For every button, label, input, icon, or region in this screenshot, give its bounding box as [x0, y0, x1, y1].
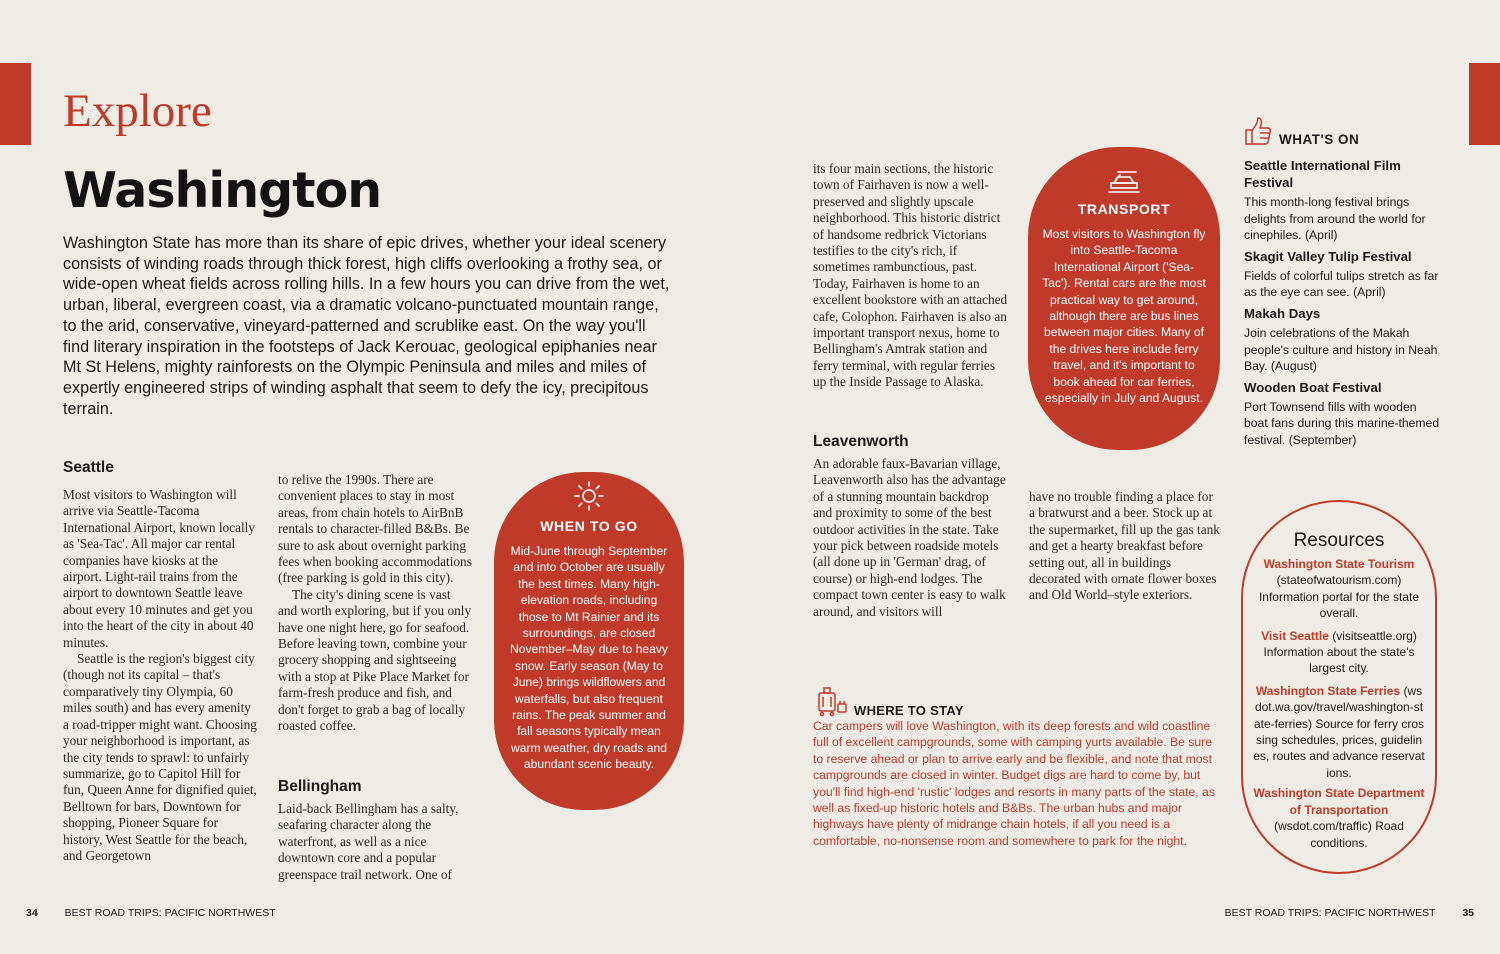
- bellingham-section: [278, 778, 472, 883]
- bellingham-continued: [813, 161, 1010, 391]
- leavenworth-paragraph-2: have no trouble finding a place for a bratwurst and a beer. Stock up at the supermarket, fill up the gas tank and get a hearty breakfast before setting out, all in buildings decorated with ornate flower boxes and Old World–style exteriors.: [1029, 489, 1220, 603]
- whats-on-item: [1244, 379, 1440, 449]
- when-to-go-box: [494, 472, 684, 810]
- left-page-tab: [0, 63, 31, 145]
- event-name: Wooden Boat Festival: [1244, 379, 1382, 395]
- event-description: This month-long festival brings delights from around the world for cinephiles. (April): [1244, 195, 1426, 243]
- footer-right: [1225, 907, 1474, 919]
- leavenworth-section: [813, 433, 1010, 620]
- resource-detail: (wsdot.wa.gov/travel/washington-state-ferries) Source for ferry crossing schedules, prices, guidelines, routes and advance reservations.: [1253, 683, 1425, 780]
- event-name: Seattle International Film Festival: [1244, 158, 1401, 190]
- resources-box: [1241, 500, 1437, 874]
- where-to-stay-title: WHERE TO STAY: [854, 703, 964, 718]
- running-title-right: BEST ROAD TRIPS: PACIFIC NORTHWEST: [1224, 907, 1436, 919]
- whats-on-item: [1244, 157, 1440, 244]
- event-name: Skagit Valley Tulip Festival: [1244, 248, 1412, 264]
- transport-body: Most visitors to Washington fly into Seattle-Tacoma International Airport ('Sea-Tac'). Rental cars are the most practical way to get around, although there are bus lines between major cities. Many of the drives here include ferry travel, and it's important to book ahead for car ferries, especially in July and August.: [1042, 227, 1206, 406]
- resource-item: [1243, 683, 1435, 781]
- transport-title: TRANSPORT: [1077, 201, 1171, 217]
- event-description: Port Townsend fills with wooden boat fans during this marine-themed festival. (September): [1244, 399, 1440, 447]
- car-icon: [1106, 169, 1142, 195]
- resource-item: [1243, 785, 1435, 851]
- bellingham-paragraph-2: its four main sections, the historic town of Fairhaven is now a well-preserved and slightly upscale neighborhood. This historic district of handsome redbrick Victorians testifies to the city's rich, if sometimes rambunctious, past. Today, Fairhaven is home to an excellent bookstore with an attached cafe, Colophon. Fairhaven is also an important transport nexus, home to Bellingham's Amtrak station and ferry terminal, with regular ferries up the Inside Passage to Alaska.: [813, 161, 1008, 390]
- bellingham-paragraph-1: Laid-back Bellingham has a salty, seafaring character along the waterfront, as well as a nice downtown core and a popular greenspace trail network. One of: [278, 801, 459, 882]
- event-name: Makah Days: [1244, 305, 1321, 321]
- whats-on-item: [1244, 305, 1440, 375]
- leavenworth-paragraph-1: An adorable faux-Bavarian village, Leavenworth also has the advantage of a stunning mountain backdrop and proximity to some of the best outdoor activities in the state. Take your pick between roadside motels (all done up in 'German' drag, of course) or high-end lodges. The compact town center is easy to walk around, and visitors will: [813, 456, 1006, 619]
- where-to-stay-header: [813, 683, 1113, 717]
- resource-name: Washington State Department of Transportation: [1253, 786, 1425, 817]
- seattle-paragraph-4: The city's dining scene is vast and worth exploring, but if you only have one night here, go for seafood. Before leaving town, combine your grocery shopping and sightseeing with a stop at Pike Place Market for farm-fresh produce and fish, and don't forget to grab a bag of locally roasted coffee.: [278, 586, 472, 734]
- when-to-go-title: WHEN TO GO: [540, 518, 638, 534]
- footer-left: [26, 907, 276, 919]
- intro-paragraph: Washington State has more than its share of epic drives, whether your ideal scenery consists of winding roads through thick forest, high cliffs overlooking a frothy sea, or wide-open wheat fields across rolling hills. In a few hours you can drive from the wet, urban, liberal, evergreen coast, via a dramatic volcano-punctuated mountain range, to the arid, conservative, vineyard-patterned and scrublike east. On the way you'll find literary inspiration in the footsteps of Jack Kerouac, geological epiphanies near Mt St Helens, mighty rainforests on the Olympic Peninsula and miles and miles of expertly engineered strips of winding asphalt that seem to defy the icy, precipitous terrain.: [63, 234, 670, 418]
- seattle-heading: Seattle: [63, 459, 114, 476]
- resource-name: Visit Seattle: [1261, 628, 1329, 643]
- whats-on-header: [1244, 117, 1444, 149]
- seattle-paragraph-3: to relive the 1990s. There are convenient places to stay in most areas, from chain hotels to AirBnB rentals to character-filled B&Bs. Be sure to ask about overnight parking fees when booking accommodations (free parking is gold in this city).: [278, 472, 472, 586]
- seattle-section: [63, 459, 259, 864]
- where-to-stay-body: Car campers will love Washington, with its deep forests and wild coastline full of excellent campgrounds, some with camping yurts available. Be sure to reserve ahead or plan to arrive early and be flexible, and note that most campgrounds are closed in winter. Budget digs are hard to come by, but you'll find high-end 'rustic' lodges and resorts in many parts of the state, as well as fixed-up historic hotels and B&Bs. The urban hubs and major highways have plenty of midrange chain hotels, if all you need is a comfortable, no-nonsense room and somewhere to park for the night.: [813, 719, 1215, 848]
- whats-on-title: WHAT'S ON: [1279, 132, 1360, 147]
- whats-on-item: [1244, 248, 1440, 301]
- seattle-continued: [278, 472, 472, 735]
- right-page-tab: [1469, 63, 1500, 145]
- whats-on-list: [1244, 157, 1440, 453]
- event-description: Join celebrations of the Makah people's culture and history in Neah Bay. (August): [1244, 325, 1438, 374]
- leavenworth-heading: Leavenworth: [813, 433, 909, 450]
- section-kicker: Explore: [63, 85, 212, 137]
- leavenworth-continued: [1029, 489, 1221, 604]
- resource-detail: (wsdot.com/traffic) Road conditions.: [1274, 819, 1404, 850]
- seattle-paragraph-2: Seattle is the region's biggest city (though not its capital – that's comparatively tiny Olympia, 60 miles south) and has every amenity a road-tripper might want. Choosing your neighborhood is important, as the city tends to sprawl: to unfairly summarize, go to Capitol Hill for fun, Queen Anne for dignified quiet, Belltown for bars, Downtown for shopping, Pioneer Square for history, West Seattle for the beach, and Georgetown: [63, 651, 257, 863]
- bellingham-heading: Bellingham: [278, 778, 362, 795]
- seattle-paragraph-1: Most visitors to Washington will arrive via Seattle-Tacoma International Airport, known locally as 'Sea-Tac'. All major car rental companies have kiosks at the airport. Light-rail trains from the airport to downtown Seattle leave about every 10 minutes and get you into the heart of the city in about 40 minutes.: [63, 487, 256, 650]
- thumbs-up-icon: [1244, 117, 1272, 147]
- luggage-icon: [815, 683, 849, 717]
- when-to-go-body: Mid-June through September and into October are usually the best times. Many high-elevation roads, including those to Mt Rainier and its surroundings, are closed November–May due to heavy snow. Early season (May to June) brings wildflowers and waterfalls, but also frequent rains. The peak summer and fall seasons typically mean warm weather, dry roads and abundant scenic beauty.: [510, 544, 668, 772]
- resource-name: Washington State Tourism: [1263, 557, 1415, 571]
- event-description: Fields of colorful tulips stretch as far as the eye can see. (April): [1244, 268, 1439, 300]
- running-title-left: BEST ROAD TRIPS: PACIFIC NORTHWEST: [64, 907, 276, 919]
- page-number-left: 34: [26, 907, 38, 919]
- resource-item: [1243, 556, 1435, 622]
- transport-box: [1028, 147, 1220, 450]
- sun-icon: [573, 480, 605, 512]
- resource-detail: (stateofwatourism.com) Information portal for the state overall.: [1258, 573, 1420, 621]
- page-number-right: 35: [1462, 907, 1474, 919]
- resource-detail: (visitseattle.org) Information about the state's largest city.: [1263, 628, 1417, 676]
- resources-title: Resources: [1293, 530, 1385, 551]
- page-title: Washington: [63, 162, 382, 219]
- resource-item: [1243, 628, 1435, 677]
- resource-name: Washington State Ferries: [1255, 683, 1401, 698]
